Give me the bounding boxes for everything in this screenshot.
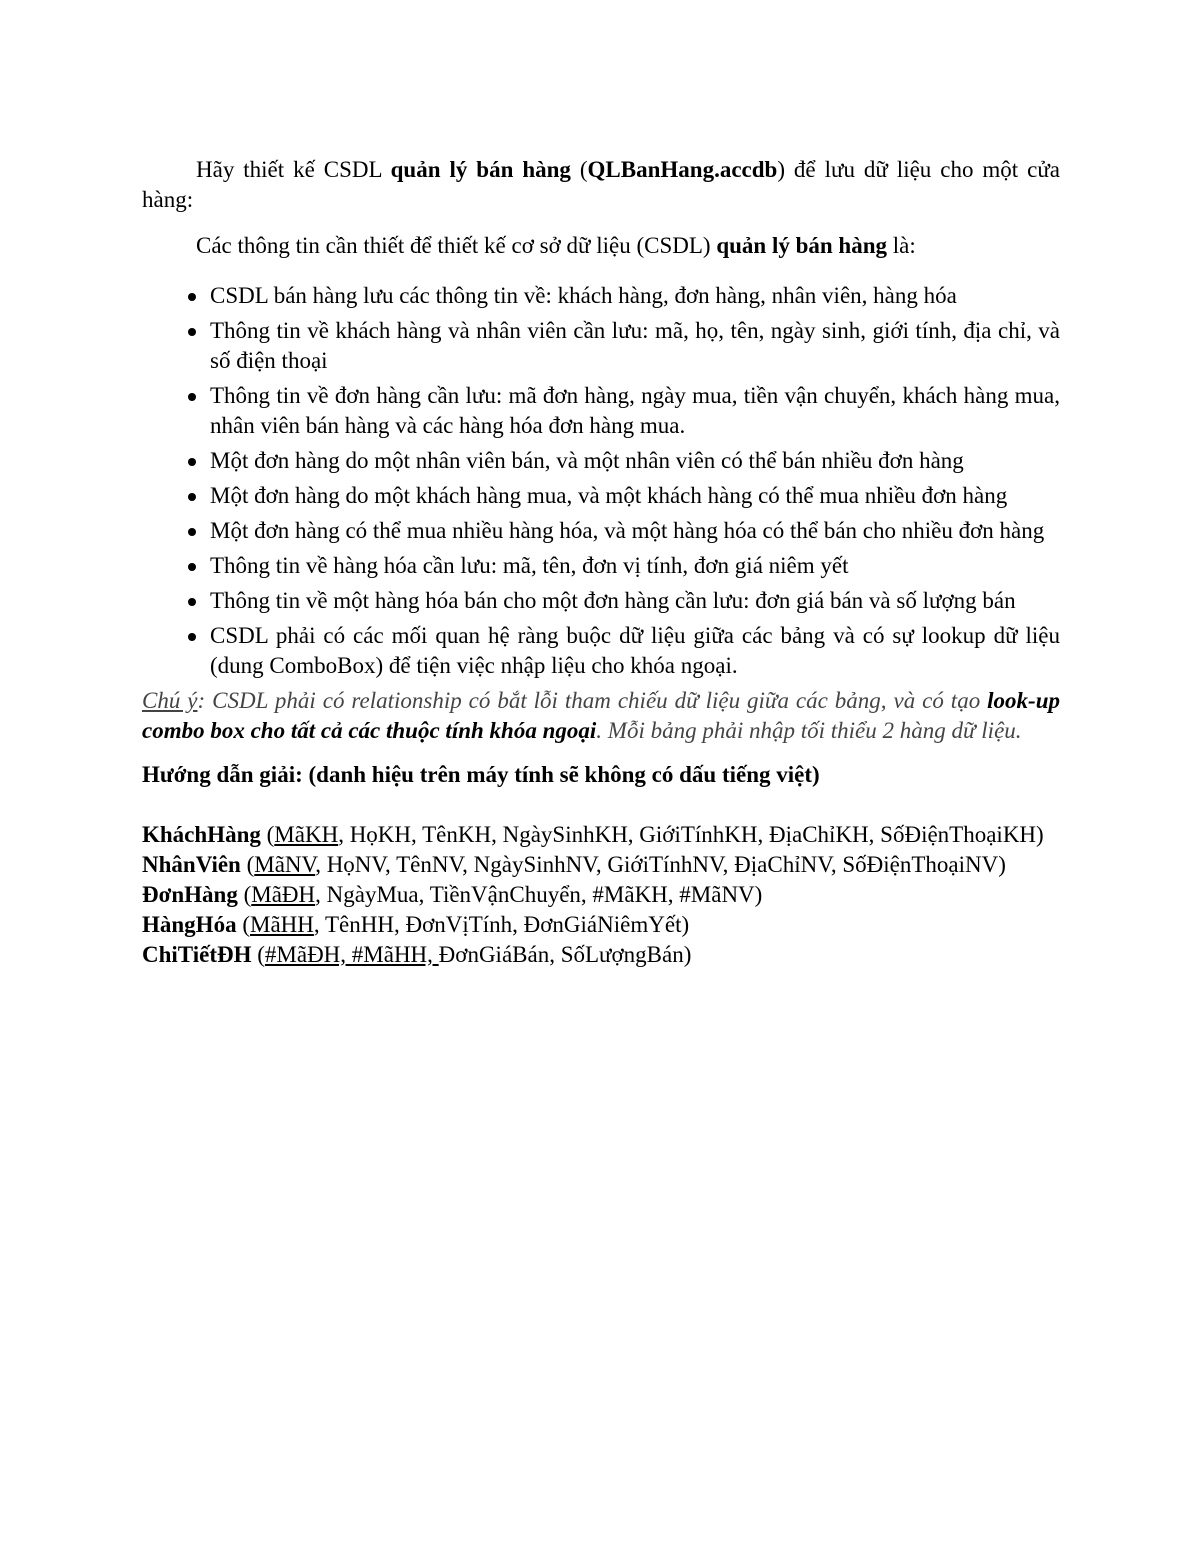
- attribute-list: ĐơnGiáBán, SốLượngBán): [438, 942, 692, 967]
- note-colon: :: [197, 688, 206, 713]
- primary-key: MãHH: [250, 912, 314, 937]
- intro-text: (: [570, 157, 588, 182]
- list-item-text: Thông tin về khách hàng và nhân viên cần lưu: mã, họ, tên, ngày sinh, giới tính, địa chỉ, và số điện thoại: [210, 318, 1060, 373]
- list-item-text: CSDL bán hàng lưu các thông tin về: khách hàng, đơn hàng, nhân viên, hàng hóa: [210, 283, 957, 308]
- list-item: [142, 481, 1060, 511]
- primary-key: MãKH: [274, 822, 339, 847]
- list-item-text: Thông tin về hàng hóa cần lưu: mã, tên, đơn vị tính, đơn giá niêm yết: [210, 553, 849, 578]
- attribute-list: , HọNV, TênNV, NgàySinhNV, GiớiTínhNV, ĐịaChỉNV, SốĐiệnThoạiNV): [315, 852, 1006, 877]
- schema-paren: (: [260, 822, 275, 847]
- requirements-intro-bold: quản lý bán hàng: [716, 233, 888, 258]
- primary-key: #MãĐH, #MãHH,: [264, 942, 439, 967]
- list-item: [142, 446, 1060, 476]
- primary-key: MãĐH: [251, 882, 316, 907]
- bullet-icon: [188, 528, 196, 536]
- list-item-text: Thông tin về một hàng hóa bán cho một đơn hàng cần lưu: đơn giá bán và số lượng bán: [210, 588, 1016, 613]
- bullet-icon: [188, 393, 196, 401]
- requirements-intro-text: Các thông tin cần thiết để thiết kế cơ sở dữ liệu (CSDL): [196, 233, 717, 258]
- bullet-icon: [188, 328, 196, 336]
- intro-text: Hãy thiết kế CSDL: [196, 157, 391, 182]
- note-bold-text: look-up combo box cho tất cả các thuộc tính khóa ngoại: [142, 688, 1060, 743]
- intro-text: ) để lưu dữ liệu cho một cửa hàng:: [142, 157, 1060, 212]
- attribute-list: , TênHH, ĐơnVịTính, ĐơnGiáNiêmYết): [313, 912, 690, 937]
- primary-key: MãNV: [254, 852, 316, 877]
- schema-hanghoa: [142, 910, 1060, 940]
- table-name: ChiTiếtĐH: [142, 942, 252, 967]
- list-item: [142, 516, 1060, 546]
- table-name: ĐơnHàng: [142, 882, 238, 907]
- intro-paragraph: [142, 155, 1060, 215]
- list-item: [142, 551, 1060, 581]
- requirements-intro: [142, 231, 1060, 261]
- note-paragraph: [142, 686, 1060, 746]
- schema-donhang: [142, 880, 1060, 910]
- document-page: [142, 155, 1060, 970]
- schema-list: [142, 820, 1060, 970]
- list-item: [142, 586, 1060, 616]
- attribute-list: , NgàyMua, TiềnVậnChuyển, #MãKH, #MãNV): [315, 882, 763, 907]
- list-item: [142, 281, 1060, 311]
- note-text: . Mỗi bảng phải nhập tối thiểu 2 hàng dữ liệu.: [596, 718, 1022, 743]
- note-text: CSDL phải có relationship có bắt lỗi tham chiếu dữ liệu giữa các bảng, và có tạo: [205, 688, 988, 713]
- intro-filename: QLBanHang.accdb: [587, 157, 778, 182]
- note-label: Chú ý: [142, 688, 198, 713]
- bullet-icon: [188, 493, 196, 501]
- list-item-text: Một đơn hàng do một khách hàng mua, và một khách hàng có thể mua nhiều đơn hàng: [210, 483, 1008, 508]
- attribute-list: , HọKH, TênKH, NgàySinhKH, GiớiTínhKH, ĐịaChỉKH, SốĐiệnThoạiKH): [338, 822, 1044, 847]
- bullet-icon: [188, 293, 196, 301]
- list-item: [142, 316, 1060, 376]
- table-name: KháchHàng: [142, 822, 261, 847]
- bullet-icon: [188, 458, 196, 466]
- schema-paren: (: [240, 852, 255, 877]
- requirements-list: [142, 281, 1060, 681]
- schema-paren: (: [251, 942, 265, 967]
- bullet-icon: [188, 563, 196, 571]
- bullet-icon: [188, 633, 196, 641]
- schema-nhanvien: [142, 850, 1060, 880]
- requirements-intro-text: là:: [887, 233, 916, 258]
- intro-bold-subject: quản lý bán hàng: [390, 157, 571, 182]
- guide-heading: Hướng dẫn giải: (danh hiệu trên máy tính sẽ không có dấu tiếng việt): [142, 762, 820, 787]
- schema-khachhang: [142, 820, 1060, 850]
- table-name: HàngHóa: [142, 912, 237, 937]
- schema-paren: (: [236, 912, 250, 937]
- schema-chitietdh: [142, 940, 1060, 970]
- list-item-text: Một đơn hàng do một nhân viên bán, và một nhân viên có thể bán nhiều đơn hàng: [210, 448, 964, 473]
- list-item-text: Một đơn hàng có thể mua nhiều hàng hóa, và một hàng hóa có thể bán cho nhiều đơn hàng: [210, 518, 1045, 543]
- list-item: [142, 381, 1060, 441]
- list-item: [142, 621, 1060, 681]
- list-item-text: CSDL phải có các mối quan hệ ràng buộc dữ liệu giữa các bảng và có sự lookup dữ liệu (dung ComboBox) để tiện việc nhập liệu cho khóa ngoại.: [210, 623, 1060, 678]
- table-name: NhânViên: [142, 852, 241, 877]
- schema-paren: (: [237, 882, 252, 907]
- list-item-text: Thông tin về đơn hàng cần lưu: mã đơn hàng, ngày mua, tiền vận chuyển, khách hàng mua, nhân viên bán hàng và các hàng hóa đơn hàng mua.: [210, 383, 1060, 438]
- bullet-icon: [188, 598, 196, 606]
